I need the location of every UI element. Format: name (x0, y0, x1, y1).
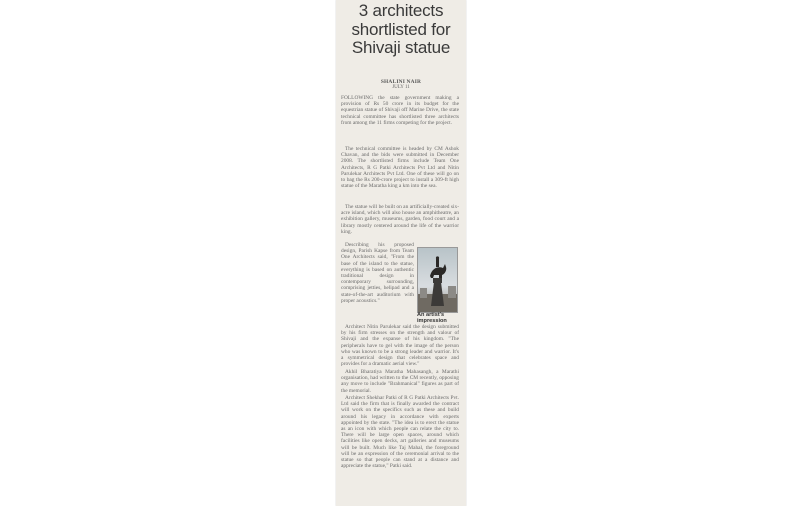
equestrian-statue-icon (418, 248, 457, 312)
article-paragraph-7: Architect Shekhar Patki of R G Patki Architects Pvt. Ltd said the firm that is finally awarded the contract will work on the specifics such as these and build around his legacy in accordance with experts appointed by the state. "The idea is to erect the statue as an icon with which people can relate the city to. There will be large open spaces, around which facilities like open decks, art galleries and museums will be built. Much like Taj Mahal, the foreground will be an expression of the ceremonial arrival to the statue so that people can stand at a distance and appreciate the statue," Patki said. (341, 395, 459, 470)
article-paragraph-3: The statue will be built on an artificially-created six-acre island, which will also house an amphitheatre, an exhibition gallery, museums, garden, food court and a library mostly centered around the life of the warrior king. (341, 204, 459, 235)
article-paragraph-1: FOLLOWING the state government making a provision of Rs 50 crore in its budget for the equestrian statue of Shivaji off Marine Drive, the state technical committee has shortlisted three architects from among the 11 firms competing for the project. (341, 95, 459, 126)
headline: 3 architects shortlisted for Shivaji statue (351, 1, 451, 57)
photo-caption: An artist's impression (417, 312, 447, 325)
article-paragraph-4: Describing his proposed design, Parish Kapse from Team One Architects said, "From the base of the island to the statue, everything is based on authentic traditional design in contemporary surrounding, comprising jetties, helipad and a state-of-the-art auditorium with proper acoustics." (341, 242, 414, 304)
article-paragraph-5: Architect Nitin Parulekar said the design submitted by his firm stresses on the strength and valour of Shivaji and the expanse of his kingdom. "The peripherals have to gel with the image of the person who was known to be a strong leader and warrior. It's a symmetrical design that celebrates space and provides for a dramatic aerial view." (341, 324, 459, 368)
article-paragraph-6: Akhil Bharatiya Maratha Mahasangh, a Marathi organisation, had written to the CM recently, opposing any move to include "Brahmanical" figures as part of the memorial. (341, 369, 459, 394)
statue-photo (417, 247, 458, 313)
article-paragraph-2: The technical committee is headed by CM Ashok Chavan, and the bids were submitted in December 2008. The shortlisted firms include Team One Architects, R G Patki Architects Pvt Ltd and Nitin Parulekar Architects Pvt Ltd. One of these will go on to bag the Rs 200-crore project to install a 309-ft high statue of the Maratha king a km into the sea. (341, 146, 459, 190)
dateline: JULY 11 (392, 85, 410, 90)
byline: SHALINI NAIR (380, 79, 422, 85)
